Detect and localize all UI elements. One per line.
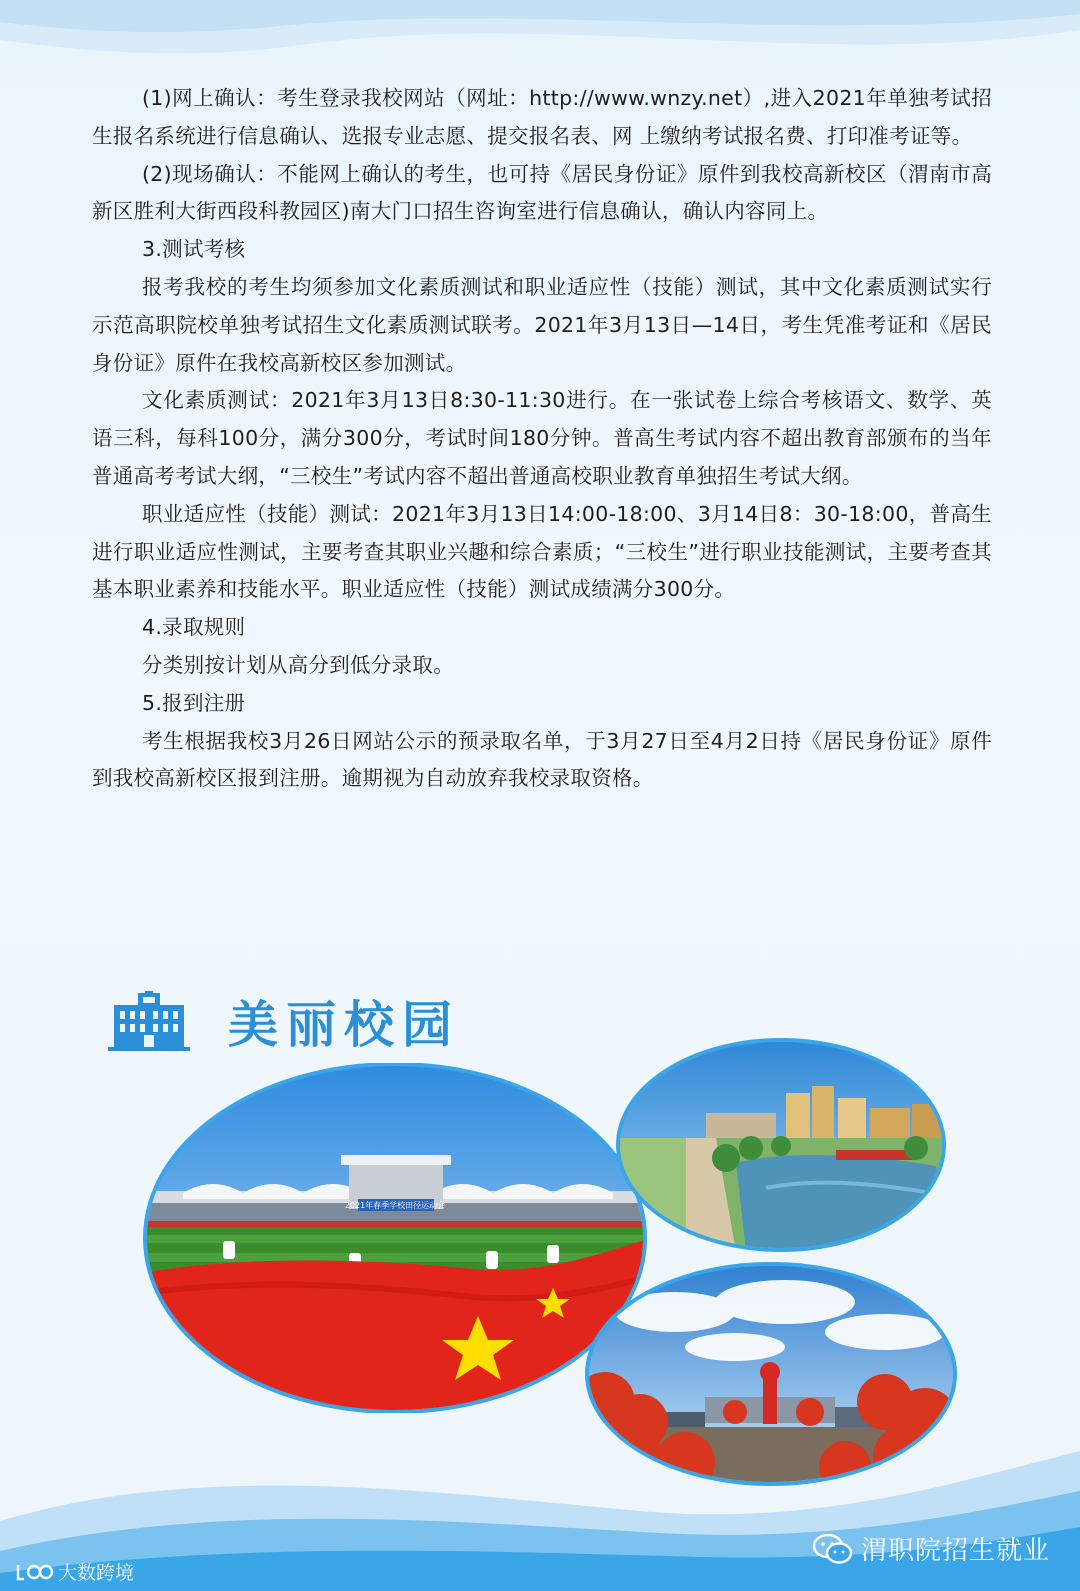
admission-article	[92, 80, 992, 798]
paragraph-testing: 报考我校的考生均须参加文化素质测试和职业适应性（技能）测试，其中文化素质测试实行示范高职院校单独考试招生文化素质测试联考。2021年3月13日—14日，考生凭准考证和《居民身份证》原件在我校高新校区参加测试。	[92, 274, 992, 375]
paragraph-onsite-confirm: (2)现场确认：不能网上确认的考生，也可持《居民身份证》原件到我校高新校区（渭南市高新区胜利大街西段科教园区)南大门口招生咨询室进行信息确认，确认内容同上。	[92, 161, 992, 224]
watermark-logo-icon	[14, 1561, 54, 1583]
lake-campus-photo	[616, 1038, 946, 1252]
top-wave-decoration	[0, 0, 1080, 80]
wechat-account-name: 渭职院招生就业	[860, 1536, 1050, 1566]
campus-section-heading	[108, 986, 460, 1056]
heading-testing: 3.测试考核	[142, 237, 246, 262]
wechat-icon	[813, 1533, 853, 1565]
watermark-text: 大数跨境	[58, 1562, 135, 1584]
stadium-photo	[143, 1063, 648, 1413]
paragraph-culture-test: 文化素质测试：2021年3月13日8:30-11:30进行。在一张试卷上综合考核语文、数学、英语三科，每科100分，满分300分，考试时间180分钟。普高生考试内容不超出教育部颁布的当年普通高考考试大纲，“三校生”考试内容不超出普通高校职业教育单独招生考试大纲。	[92, 388, 992, 488]
heading-admission-rules: 4.录取规则	[142, 615, 246, 640]
paragraph-vocational-test: 职业适应性（技能）测试：2021年3月13日14:00-18:00、3月14日8：30-18:00，普高生进行职业适应性测试，主要考查其职业兴趣和综合素质；“三校生”进行职业技能测试，主要考查其基本职业素养和技能水平。职业适应性（技能）测试成绩满分300分。	[92, 501, 992, 602]
stadium-banner-text: 2021年春季学校田径运动会	[344, 1201, 446, 1210]
wechat-account-tag	[813, 1530, 1050, 1567]
building-icon	[108, 991, 190, 1051]
paragraph-online-confirm: (1)网上确认：考生登录我校网站（网址：http://www.wnzy.net）,进入2021年单独考试招生报名系统进行信息确认、选报专业志愿、提交报名表、网 上缴纳考试报名费、打印准考证等。	[92, 86, 992, 148]
watermark	[14, 1558, 134, 1585]
paragraph-admission-rules: 分类别按计划从高分到低分录取。	[142, 652, 454, 677]
campus-title: 美丽校园	[228, 996, 460, 1054]
heading-registration: 5.报到注册	[142, 690, 246, 715]
paragraph-registration: 考生根据我校3月26日网站公示的预录取名单，于3月27日至4月2日持《居民身份证》原件到我校高新校区报到注册。逾期视为自动放弃我校录取资格。	[92, 728, 992, 791]
